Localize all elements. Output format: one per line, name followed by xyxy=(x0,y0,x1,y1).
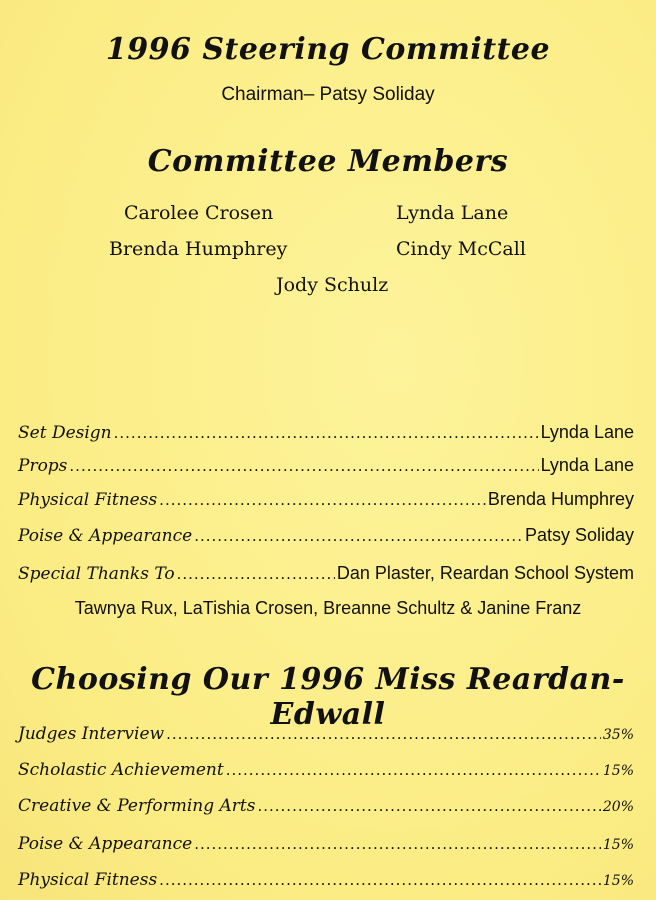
credit-row xyxy=(18,563,634,591)
leader-dots xyxy=(194,835,601,853)
credit-row xyxy=(18,455,634,483)
credit-label: Physical Fitness xyxy=(18,490,158,510)
scoring-value: 15% xyxy=(602,873,634,889)
chairman-line: Chairman– Patsy Soliday xyxy=(221,84,435,105)
scoring-row xyxy=(18,834,634,862)
scoring-row xyxy=(18,760,634,788)
scoring-value: 35% xyxy=(602,727,634,743)
credit-label: Poise & Appearance xyxy=(18,526,193,546)
scoring-row xyxy=(18,870,634,898)
credit-value: Lynda Lane xyxy=(540,422,634,442)
scoring-row xyxy=(18,724,634,752)
scoring-value: 15% xyxy=(602,837,634,853)
member-name: Lynda Lane xyxy=(396,202,509,224)
leader-dots xyxy=(257,797,600,815)
credit-label: Special Thanks To xyxy=(18,564,175,584)
member-name: Brenda Humphrey xyxy=(109,238,288,260)
leader-dots xyxy=(159,491,486,509)
credit-value: Dan Plaster, Reardan School System xyxy=(336,563,634,583)
member-name: Jody Schulz xyxy=(276,274,389,296)
scoring-label: Poise & Appearance xyxy=(18,834,193,854)
choosing-title: Choosing Our 1996 Miss Reardan-Edwall xyxy=(31,662,625,732)
leader-dots xyxy=(194,527,523,545)
credit-row xyxy=(18,489,634,517)
leader-dots xyxy=(226,761,601,779)
credit-value: Patsy Soliday xyxy=(524,525,634,545)
leader-dots xyxy=(177,565,335,583)
leader-dots xyxy=(159,871,601,889)
credit-row xyxy=(18,525,634,553)
scoring-row xyxy=(18,796,634,824)
credit-value: Brenda Humphrey xyxy=(487,489,634,509)
member-name: Carolee Crosen xyxy=(124,202,274,224)
committee-members-title: Committee Members xyxy=(147,144,509,179)
leader-dots xyxy=(166,725,601,743)
steering-committee-title: 1996 Steering Committee xyxy=(105,32,551,67)
leader-dots xyxy=(114,424,539,442)
leader-dots xyxy=(69,457,538,475)
credit-value: Lynda Lane xyxy=(540,455,634,475)
scoring-label: Scholastic Achievement xyxy=(18,760,224,780)
scoring-label: Judges Interview xyxy=(18,724,165,744)
credit-row xyxy=(18,422,634,450)
scoring-value: 20% xyxy=(602,799,634,815)
member-name: Cindy McCall xyxy=(396,238,526,260)
thanks-continued: Tawnya Rux, LaTishia Crosen, Breanne Schultz & Janine Franz xyxy=(74,598,582,618)
credit-label: Set Design xyxy=(18,423,112,443)
credit-label: Props xyxy=(18,456,68,476)
scoring-label: Physical Fitness xyxy=(18,870,158,890)
scoring-label: Creative & Performing Arts xyxy=(18,796,256,816)
scoring-value: 15% xyxy=(602,763,634,779)
